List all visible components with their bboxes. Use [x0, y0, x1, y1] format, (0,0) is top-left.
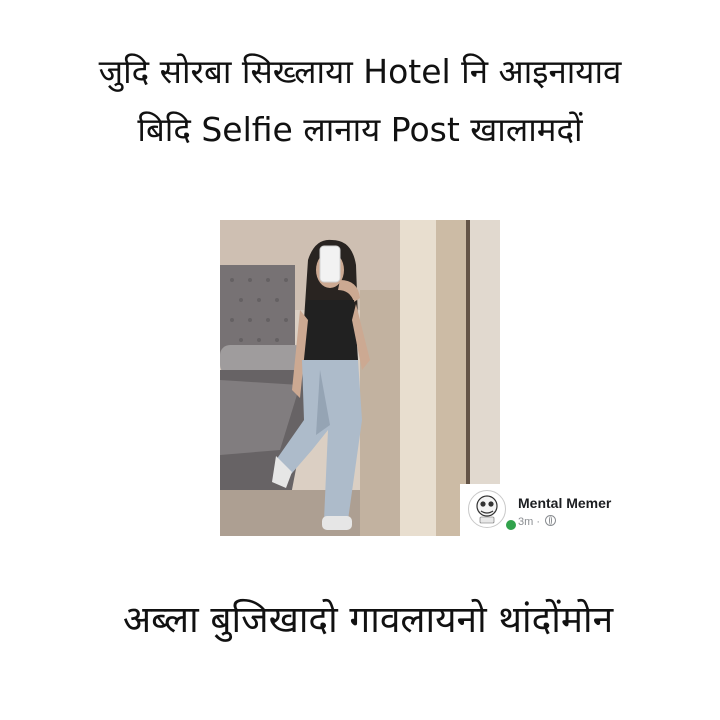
online-status-dot	[504, 518, 518, 532]
meta-separator: ·	[536, 516, 541, 528]
post-meta	[518, 515, 556, 528]
post-header-card	[460, 484, 630, 536]
caption-top-line-1: जुदि सोरबा सिख्लाया Hotel नि आइनायाव	[98, 52, 622, 91]
caption-top-line-2: बिदि Selfie लानाय Post खालामदों	[137, 110, 583, 149]
selfie-photo	[220, 220, 500, 536]
page-name[interactable]: Mental Memer	[518, 495, 612, 511]
caption-bottom-line: अब्ला बुजिखादो गावलायनो थांदोंमोन	[122, 598, 614, 641]
page-avatar[interactable]	[468, 490, 506, 528]
meme-face-icon	[469, 491, 505, 527]
mirror-selfie-illustration	[220, 220, 500, 536]
globe-icon	[545, 515, 556, 526]
post-time[interactable]: 3m	[518, 516, 534, 528]
